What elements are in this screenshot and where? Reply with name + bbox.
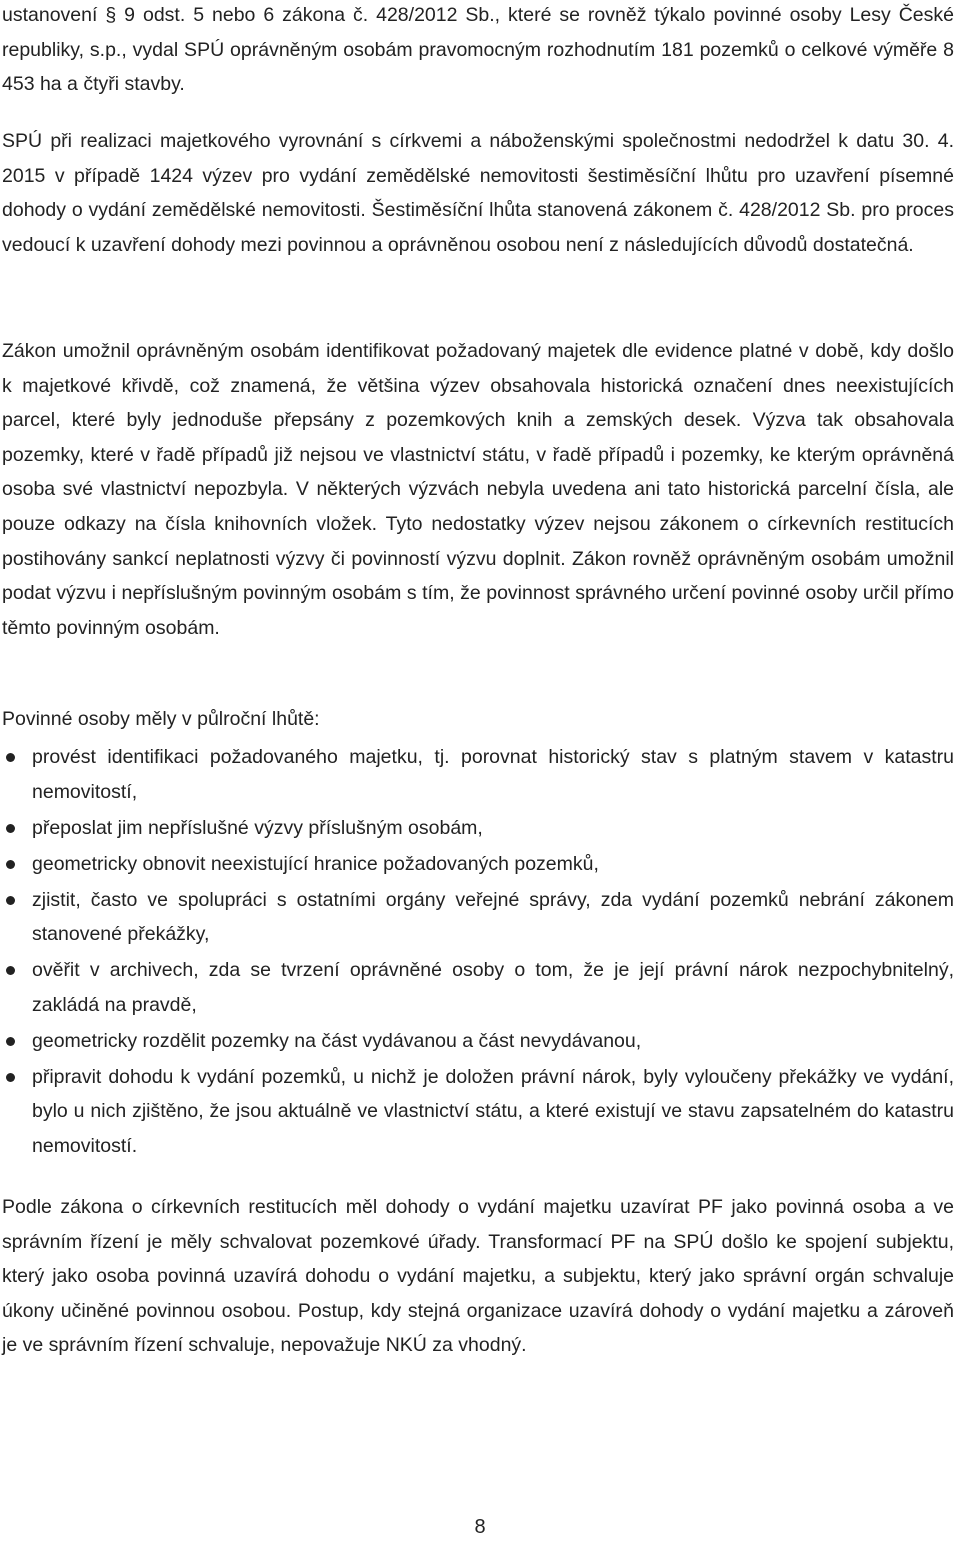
bullet-icon (6, 1037, 15, 1046)
bullet-icon (6, 860, 15, 869)
list-item (2, 847, 954, 882)
list-item (2, 953, 954, 1022)
bullet-icon (6, 824, 15, 833)
list-item-text: zjistit, často ve spolupráci s ostatními orgány veřejné správy, zda vydání pozemků nebrání zákonem stanovené překážky, (32, 888, 954, 946)
paragraph-pf-transformation: Podle zákona o církevních restitucích měl dohody o vydání majetku uzavírat PF jako povinná osoba a ve správním řízení je měly schvalovat pozemkové úřady. Transformací PF na SPÚ došlo ke spojení subjektu, který jako osoba povinná uzavírá dohodu o vydání majetku, a subjektu, který jako správní orgán schvaluje úkony učiněné povinnou osobou. Postup, kdy stejná organizace uzavírá dohody o vydání majetku a zároveň je ve správním řízení schvaluje, nepovažuje NKÚ za vhodný. (2, 1196, 954, 1357)
list-item (2, 1024, 954, 1059)
paragraph-duties-intro: Povinné osoby měly v půlroční lhůtě: (2, 708, 320, 730)
duties-list (2, 740, 954, 1163)
paragraph-decision-summary: ustanovení § 9 odst. 5 nebo 6 zákona č. 428/2012 Sb., které se rovněž týkalo povinné osoby Lesy České republiky, s.p., vydal SPÚ oprávněným osobám pravomocným rozhodnutím 181 pozemků o celkové výměře 8 453 ha a čtyři stavby. (2, 4, 954, 96)
bullet-icon (6, 753, 15, 762)
list-item-text: připravit dohodu k vydání pozemků, u nichž je doložen právní nárok, byly vyloučeny překážky ve vydání, bylo u nich zjištěno, že jsou aktuálně ve vlastnictví státu, a které existují ve stavu zapsatelném do katastru nemovitostí. (32, 1065, 954, 1157)
bullet-icon (6, 896, 15, 905)
paragraph-deadline-breach: SPÚ při realizaci majetkového vyrovnání s církvemi a náboženskými společnostmi nedodržel k datu 30. 4. 2015 v případě 1424 výzev pro vydání zemědělské nemovitosti šestiměsíční lhůtu pro uzavření písemné dohody o vydání zemědělské nemovitosti. Šestiměsíční lhůta stanovená zákonem č. 428/2012 Sb. pro proces vedoucí k uzavření dohody mezi povinnou a oprávněnou osobou není z následujících důvodů dostatečná. (2, 130, 954, 256)
list-item (2, 883, 954, 952)
bullet-icon (6, 1073, 15, 1082)
list-item-text: provést identifikaci požadovaného majetku, tj. porovnat historický stav s platným stavem v katastru nemovitostí, (32, 746, 954, 803)
list-item-text: geometricky obnovit neexistující hranice požadovaných pozemků, (32, 852, 599, 875)
list-item-text: ověřit v archivech, zda se tvrzení oprávněné osoby o tom, že je její právní nárok nezpochybnitelný, zakládá na pravdě, (32, 959, 954, 1016)
list-item (2, 740, 954, 809)
bullet-icon (6, 966, 15, 975)
list-item (2, 1060, 954, 1164)
page-number: 8 (474, 1516, 486, 1538)
list-item-text: přeposlat jim nepříslušné výzvy příslušným osobám, (32, 816, 483, 839)
list-item-text: geometricky rozdělit pozemky na část vydávanou a část nevydávanou, (32, 1029, 642, 1052)
paragraph-law-identification: Zákon umožnil oprávněným osobám identifikovat požadovaný majetek dle evidence platné v době, kdy došlo k majetkové křivdě, což znamená, že většina výzev obsahovala historická označení dnes neexistujících parcel, které byly jednoduše přepsány z pozemkových knih a zemských desek. Výzva tak obsahovala pozemky, které v řadě případů již nejsou ve vlastnictví státu, v řadě případů i pozemky, ke kterým oprávněná osoba své vlastnictví nepozbyla. V některých výzvách nebyla uvedena ani tato historická parcelní čísla, ale pouze odkazy na čísla knihovních vložek. Tyto nedostatky výzev nejsou zákonem o církevních restitucích postihovány sankcí neplatnosti výzvy či povinností výzvu doplnit. Zákon rovněž oprávněným osobám umožnil podat výzvu i nepříslušným povinným osobám s tím, že povinnost správného určení povinné osoby určil přímo těmto povinným osobám. (2, 340, 954, 639)
list-item (2, 811, 954, 846)
